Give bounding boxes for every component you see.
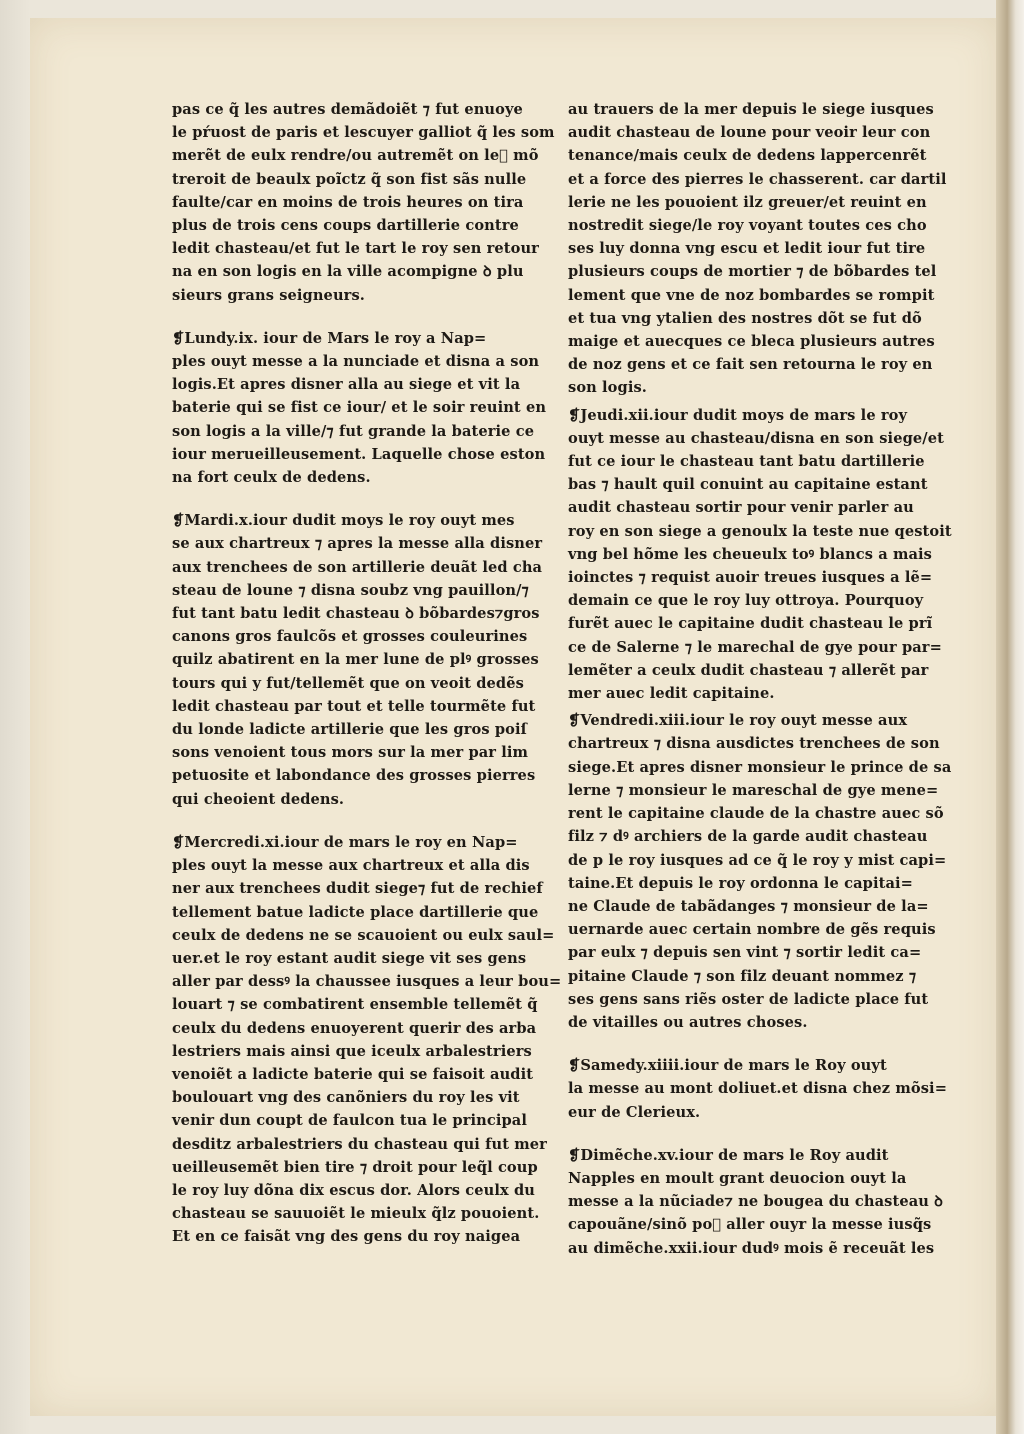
text-line: ples ouyt messe a la nunciade et disna a son [172,353,540,371]
text-line: iour merueilleusement. Laquelle chose eston [172,445,546,463]
text-line: de p le roy iusques ad ce q̃ le roy y mist capi= [568,851,947,869]
text-line: maige et auecques ce bleca plusieurs autres [568,333,935,351]
text-line: la messe au mont doliuet.et disna chez mõsi= [568,1080,948,1098]
text-line: vng bel hõme les cheueulx toꝰ blancs a mais [568,545,933,563]
text-line: plusieurs coups de mortier ⁊ de bõbardes tel [568,263,937,281]
text-line: nostredit siege/le roy voyant toutes ces cho [568,217,927,235]
text-line: lerne ⁊ monsieur le mareschal de gye mene= [568,781,939,799]
text-line: qui cheoient dedens. [172,790,345,808]
text-line: ❡Lundy.ix. iour de Mars le roy a Nap= [172,329,487,347]
page-edge-shadow [0,0,30,1434]
text-line: ceulx de dedens ne se scauoient ou eulx saul= [172,926,555,944]
text-line: au dimẽche.xxii.iour dudꝰ mois ẽ receuãt les [568,1239,935,1257]
text-line: audit chasteau sortir pour venir parler au [568,499,914,517]
text-line: lerie ne les pouoient ilz greuer/et reuint en [568,193,927,211]
text-line: et tua vng ytalien des nostres dõt se fut dõ [568,309,922,327]
text-line: capouãne/sinõ poᷣ aller ouyr la messe iusq̃s [568,1216,932,1234]
text-line: petuosite et labondance des grosses pierres [172,767,536,785]
text-line: lestriers mais ainsi que iceulx arbalestriers [172,1042,532,1060]
text-line: Et en ce faisãt vng des gens du roy naigea [172,1228,521,1246]
text-line: le roy luy dõna dix escus dor. Alors ceulx du [172,1181,535,1199]
text-line: ouyt messe au chasteau/disna en son siege/et [568,429,944,447]
text-line: venir dun coupt de faulcon tua le principal [172,1112,527,1130]
text-line: na en son logis en la ville acompigne ꝺ plu [172,263,524,281]
text-line: sons venoient tous mors sur la mer par lim [172,744,529,762]
text-line: aller par dessꝰ la chaussee iusques a leur bou= [172,973,562,991]
text-line: ❡Vendredi.xiii.iour le roy ouyt messe aux [568,712,908,730]
text-line: canons gros faulcõs et grosses couleurines [172,628,528,646]
paragraph [568,98,946,400]
paragraph [172,98,555,307]
text-line: uer.et le roy estant audit siege vit ses gens [172,949,527,967]
text-line: lemẽter a ceulx dudit chasteau ⁊ allerẽt par [568,661,929,679]
text-line: ses gens sans riẽs oster de ladicte place fut [568,990,929,1008]
paragraph [172,509,544,811]
text-line: ne Claude de tabãdanges ⁊ monsieur de la= [568,897,929,915]
text-line: logis.Et apres disner alla au siege et vit la [172,376,521,394]
text-line: ples ouyt la messe aux chartreux et alla dis [172,857,530,875]
paragraph [568,1054,946,1124]
text-line: taine.Et depuis le roy ordonna le capitai= [568,874,913,892]
text-line: uernarde auec certain nombre de gẽs requis [568,921,936,939]
text-line: ledit chasteau par tout et telle tourmẽte fut [172,697,536,715]
text-line: chartreux ⁊ disna ausdictes trenchees de son [568,735,940,753]
text-line: roy en son siege a genoulx la teste nue qestoit [568,522,952,540]
paragraph [172,831,562,1249]
text-line: ledit chasteau/et fut le tart le roy sen retour [172,240,539,258]
text-line: se aux chartreux ⁊ apres la messe alla disner [172,535,543,553]
text-line: rent le capitaine claude de la chastre auec sõ [568,805,944,823]
paragraph [568,709,952,1034]
text-line: ❡Dimẽche.xv.iour de mars le Roy audit [568,1146,889,1164]
text-line: louart ⁊ se combatirent ensemble tellemẽt q̃ [172,996,538,1014]
text-line: ioinctes ⁊ requist auoir treues iusques a lẽ= [568,569,933,587]
text-line: son logis a la ville/⁊ fut grande la baterie ce [172,422,535,440]
text-line: tellement batue ladicte place dartillerie que [172,903,539,921]
text-line: ❡Mardi.x.iour dudit moys le roy ouyt mes [172,512,515,530]
text-line: bas ⁊ hault quil conuint au capitaine estant [568,476,928,494]
text-line: ❡Samedy.xiiii.iour de mars le Roy ouyt [568,1057,887,1075]
text-line: son logis. [568,379,647,397]
text-line: pas ce q̃ les autres demãdoiẽt ⁊ fut enuoye [172,101,523,118]
text-line: ❡Jeudi.xii.iour dudit moys de mars le roy [568,406,908,424]
text-line: aux trenchees de son artillerie deuãt led cha [172,558,543,576]
book-spine [996,0,1024,1434]
text-line: fut ce iour le chasteau tant batu dartillerie [568,453,925,471]
text-line: lement que vne de noz bombardes se rompit [568,286,935,304]
text-line: desditz arbalestriers du chasteau qui fut mer [172,1135,547,1153]
text-line: de noz gens et ce fait sen retourna le roy en [568,356,933,374]
text-line: boulouart vng des canõniers du roy les vit [172,1089,520,1107]
text-line: demain ce que le roy luy ottroya. Pourquoy [568,592,924,610]
text-line: ses luy donna vng escu et ledit iour fut tire [568,240,926,258]
text-line: baterie qui se fist ce iour/ et le soir reuint en [172,399,547,417]
text-line: pitaine Claude ⁊ son filz deuant nommez ⁊ [568,967,917,985]
text-line: tours qui y fut/tellemẽt que on veoit dedẽs [172,674,524,692]
text-line: messe a la nũciade⁊ ne bougea du chasteau ꝺ [568,1193,943,1211]
text-line: furẽt auec le capitaine dudit chasteau le prĩ [568,615,933,633]
text-line: filz ⁊ dꝰ archiers de la garde audit chasteau [568,828,928,846]
text-line: plus de trois cens coups dartillerie contre [172,217,519,235]
text-line: venoiẽt a ladicte baterie qui se faisoit audit [172,1065,534,1083]
text-line: sieurs grans seigneurs. [172,286,365,304]
text-line: et a force des pierres le chasserent. car dartil [568,170,947,188]
text-line: eur de Clerieux. [568,1103,701,1121]
text-line: quilz abatirent en la mer lune de plꝰ grosses [172,651,539,669]
paragraph [568,404,952,706]
text-line: ceulx du dedens enuoyerent querir des arba [172,1019,537,1037]
text-line: ce de Salerne ⁊ le marechal de gye pour par= [568,638,942,656]
paragraph [568,1144,946,1260]
text-line: du londe ladicte artillerie que les gros poiſ [172,721,527,739]
text-line: tenance/mais ceulx de dedens lappercenrẽt [568,147,927,165]
left-text-column [172,98,562,1269]
text-line: merẽt de eulx rendre/ou autremẽt on le᷑ mõ [172,147,539,165]
paragraph [172,327,547,489]
text-line: de vitailles ou autres choses. [568,1013,808,1031]
text-line: Napples en moult grant deuocion ouyt la [568,1169,907,1187]
right-text-column [568,98,952,1280]
text-line: fut tant batu ledit chasteau ꝺ bõbardes⁊gros [172,605,540,623]
text-line: siege.Et apres disner monsieur le prince de sa [568,758,952,776]
text-line: chasteau se sauuoiẽt le mieulx q̃lz pouoient. [172,1205,540,1223]
text-line: le pŕuost de paris et lescuyer galliot q̃ les som [172,124,555,142]
text-line: ner aux trenchees dudit siege⁊ fut de rechief [172,880,543,898]
text-line: mer auec ledit capitaine. [568,685,775,703]
text-line: au trauers de la mer depuis le siege iusques [568,101,934,118]
text-line: na fort ceulx de dedens. [172,469,371,487]
text-line: par eulx ⁊ depuis sen vint ⁊ sortir ledit ca= [568,944,922,962]
text-line: ueilleusemẽt bien tire ⁊ droit pour leq̃l coup [172,1158,538,1176]
text-line: steau de loune ⁊ disna soubz vng pauillon/⁊ [172,581,529,599]
text-line: treroit de beaulx poĩctz q̃ son fist sãs nulle [172,170,527,188]
text-line: faulte/car en moins de trois heures on tira [172,193,524,211]
text-line: audit chasteau de loune pour veoir leur con [568,124,931,142]
text-line: ❡Mercredi.xi.iour de mars le roy en Nap= [172,833,518,851]
